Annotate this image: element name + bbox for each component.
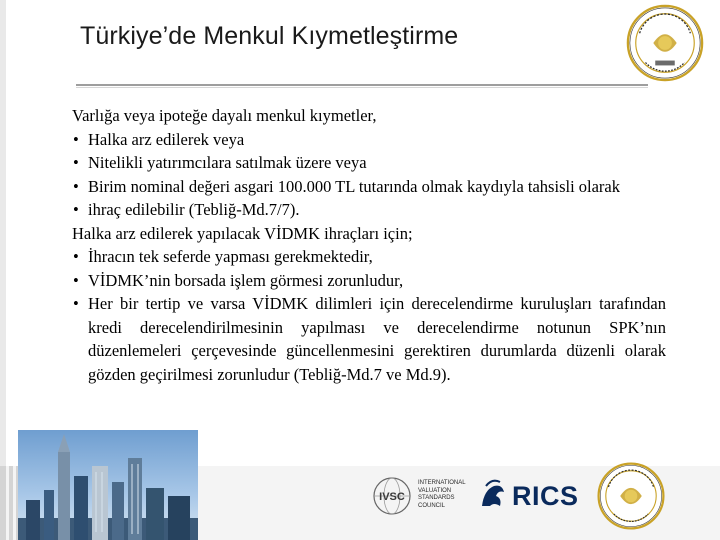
bullet-item: • Halka arz edilerek veya	[72, 128, 666, 152]
footer-stripe	[0, 466, 6, 540]
slide-body	[72, 104, 666, 386]
left-decorative-bar	[0, 0, 6, 540]
footer-stripe	[9, 466, 13, 540]
ivsc-caption: INTERNATIONAL VALUATION STANDARDS COUNCIL	[418, 480, 466, 509]
bullet-item: • Nitelikli yatırımcılara satılmak üzere veya	[72, 151, 666, 175]
rics-lion-logo	[476, 476, 510, 514]
city-skyline-image	[18, 430, 198, 540]
bullet-item: • ihraç edilebilir (Tebliğ-Md.7/7).	[72, 198, 666, 222]
ivsc-abbr: IVSC	[379, 491, 405, 503]
body-line-1: Varlığa veya ipoteğe dayalı menkul kıymetler,	[72, 106, 377, 125]
ankara-university-seal-icon	[626, 4, 704, 82]
bullet-item: • VİDMK’nin borsada işlem görmesi zorunludur,	[72, 269, 666, 293]
title-divider-shadow	[76, 87, 648, 88]
ankara-university-seal-icon	[592, 460, 670, 532]
bullet-item: • İhracın tek seferde yapması gerekmektedir,	[72, 245, 666, 269]
bullet-item: • Her bir tertip ve varsa VİDMK dilimleri için derecelendirme kuruluşları tarafından kredi derecelendirilmesinin yapılması ve derecelendirme notunun SPK’nın düzenlemeleri çerçevesinde güncellenmesini gerektiren durumlarda düzenli olarak gözden geçirilmesi zorunludur (Tebliğ-Md.7 ve Md.9).	[72, 292, 666, 386]
ivsc-globe-logo	[368, 474, 416, 518]
slide-title: Türkiye’de Menkul Kıymetleştirme	[80, 22, 459, 50]
title-divider	[76, 84, 648, 86]
body-line-2: Halka arz edilerek yapılacak VİDMK ihraçları için;	[72, 223, 413, 243]
rics-wordmark: RICS	[512, 481, 579, 511]
bullet-item: • Birim nominal değeri asgari 100.000 TL tutarında olmak kaydıyla tahsisli olarak	[72, 175, 666, 199]
